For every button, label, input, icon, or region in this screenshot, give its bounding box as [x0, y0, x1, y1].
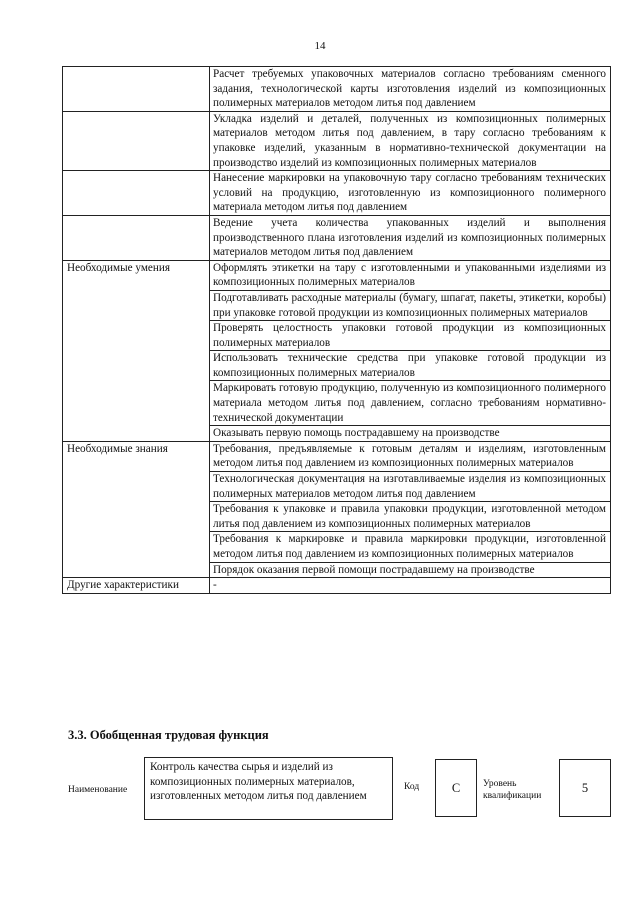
- table-row: [63, 260, 611, 290]
- skill-item: Маркировать готовую продукцию, полученную из композиционного полимерного материала методом литья под давлением, согласно требованиям нормативно-технической документации: [210, 381, 611, 426]
- section-heading: 3.3. Обобщенная трудовая функция: [68, 728, 269, 742]
- knowledge-item: Порядок оказания первой помощи пострадавшему на производстве: [210, 562, 611, 578]
- skill-item: Проверять целостность упаковки готовой продукции из композиционных полимерных материалов: [210, 321, 611, 351]
- code-caption: Код: [404, 782, 420, 792]
- empty-label-cell: [63, 67, 210, 112]
- knowledge-label: Необходимые знания: [63, 441, 210, 577]
- level-value-box: 5: [559, 759, 611, 817]
- skill-item: Подготавливать расходные материалы (бумагу, шпагат, пакеты, этикетки, коробы) при упаковке готовой продукции из композиционных полимерных материалов: [210, 290, 611, 320]
- other-label: Другие характеристики: [63, 578, 210, 594]
- table-row: [63, 578, 611, 594]
- action-item: Ведение учета количества упакованных изделий и выполнения производственного плана изготовления изделий из композиционных полимерных материалов методом литья под давлением: [210, 215, 611, 260]
- name-value-box: Контроль качества сырья и изделий из композиционных полимерных материалов, изготовленных методом литья под давлением: [144, 757, 393, 820]
- other-value: -: [210, 578, 611, 594]
- empty-label-cell: [63, 111, 210, 170]
- table-row: [63, 111, 611, 170]
- empty-label-cell: [63, 171, 210, 216]
- level-caption: Уровень квалификации: [483, 779, 542, 801]
- page-number: 14: [314, 40, 326, 52]
- table-row: [63, 215, 611, 260]
- code-value-box: C: [435, 759, 477, 817]
- empty-label-cell: [63, 215, 210, 260]
- table-row: [63, 441, 611, 471]
- action-item: Укладка изделий и деталей, полученных из композиционных полимерных материалов методом литья под давлением, в тару согласно требованиям к упаковке изделий, указанным в нормативно-технической документации на производство изделий из композиционных полимерных материалов: [210, 111, 611, 170]
- knowledge-item: Требования, предъявляемые к готовым деталям и изделиям, изготовленным методом литья под давлением из композиционных полимерных материалов: [210, 441, 611, 471]
- table-row: [63, 67, 611, 112]
- knowledge-item: Требования к маркировке и правила маркировки продукции, изготовленной методом литья под давлением из композиционных полимерных материалов: [210, 532, 611, 562]
- name-caption: Наименование: [68, 785, 128, 795]
- action-item: Нанесение маркировки на упаковочную тару согласно требованиям технических условий на продукцию, изготовленную из композиционного полимерного материала методом литья под давлением: [210, 171, 611, 216]
- skill-item: Оказывать первую помощь пострадавшему на производстве: [210, 426, 611, 442]
- action-item: Расчет требуемых упаковочных материалов согласно требованиям сменного задания, технологической карты изготовления изделий из композиционных полимерных материалов методом литья под давлением: [210, 67, 611, 112]
- skills-label: Необходимые умения: [63, 260, 210, 441]
- skill-item: Оформлять этикетки на тару с изготовленными и упакованными изделиями из композиционных полимерных материалов: [210, 260, 611, 290]
- skill-item: Использовать технические средства при упаковке готовой продукции из композиционных полимерных материалов: [210, 351, 611, 381]
- competency-table: [62, 66, 611, 594]
- table-row: [63, 171, 611, 216]
- knowledge-item: Требования к упаковке и правила упаковки продукции, изготовленной методом литья под давлением из композиционных полимерных материалов: [210, 502, 611, 532]
- knowledge-item: Технологическая документация на изготавливаемые изделия из композиционных полимерных материалов методом литья под давлением: [210, 472, 611, 502]
